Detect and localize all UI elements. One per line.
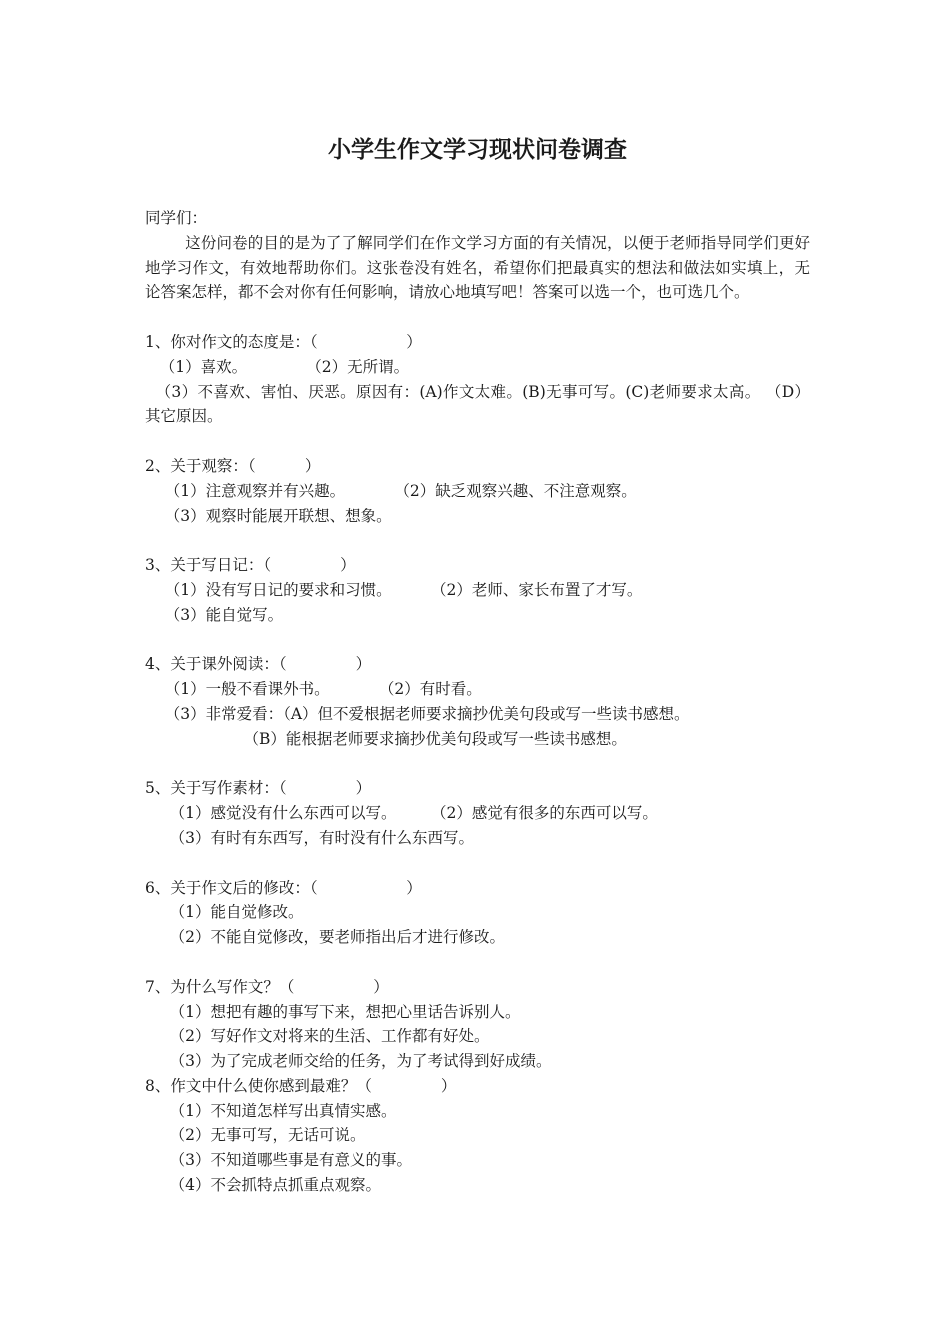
option-line: （1）注意观察并有兴趣。 （2）缺乏观察兴趣、不注意观察。 bbox=[145, 481, 637, 500]
option-line: （3）能自觉写。 bbox=[145, 605, 284, 624]
option-line: （3）为了完成老师交给的任务，为了考试得到好成绩。 bbox=[145, 1052, 552, 1071]
option-line: （B）能根据老师要求摘抄优美句段或写一些读书感想。 bbox=[145, 729, 627, 748]
question-text: 6、关于作文后的修改：（ ） bbox=[145, 878, 422, 897]
option-line: （4）不会抓特点抓重点观察。 bbox=[145, 1176, 381, 1195]
question-5 bbox=[145, 776, 810, 850]
option-line: （2）无事可写，无话可说。 bbox=[145, 1126, 366, 1145]
option-line: （3）非常爱看：（A）但不爱根据老师要求摘抄优美句段或写一些读书感想。 bbox=[145, 704, 690, 723]
option-line: （1）能自觉修改。 bbox=[145, 903, 304, 922]
option-line: （1）不知道怎样写出真情实感。 bbox=[145, 1101, 397, 1120]
question-text: 5、关于写作素材：（ ） bbox=[145, 779, 372, 798]
option-line: （1）喜欢。 （2）无所谓。 bbox=[145, 357, 410, 376]
question-7 bbox=[145, 975, 810, 1074]
question-6 bbox=[145, 876, 810, 950]
option-line: （1）感觉没有什么东西可以写。 （2）感觉有很多的东西可以写。 bbox=[145, 804, 658, 823]
intro-paragraph: 这份问卷的目的是为了了解同学们在作文学习方面的有关情况，以便于老师指导同学们更好地学习作文，有效地帮助你们。这张卷没有姓名，希望你们把最真实的想法和做法如实填上，无论答案怎样，都不会对你有任何影响，请放心地填写吧！答案可以选一个，也可选几个。 bbox=[145, 233, 810, 302]
question-text: 1、你对作文的态度是：（ ） bbox=[145, 332, 422, 351]
option-line: （3）不喜欢、害怕、厌恶。原因有：(A)作文太难。(B)无事可写。(C)老师要求太高。 （D）其它原因。 bbox=[145, 382, 810, 426]
question-3 bbox=[145, 553, 810, 627]
option-line: （1）想把有趣的事写下来，想把心里话告诉别人。 bbox=[145, 1002, 521, 1021]
option-line: （3）不知道哪些事是有意义的事。 bbox=[145, 1151, 412, 1170]
option-line: （3）有时有东西写，有时没有什么东西写。 bbox=[145, 828, 474, 847]
document-title: 小学生作文学习现状问卷调查 bbox=[328, 137, 627, 163]
question-1 bbox=[145, 330, 810, 429]
option-line: （1）一般不看课外书。 （2）有时看。 bbox=[145, 680, 482, 699]
question-4 bbox=[145, 652, 810, 751]
option-line: （3）观察时能展开联想、想象。 bbox=[145, 506, 392, 525]
question-text: 8、作文中什么使你感到最难？（ ） bbox=[145, 1076, 457, 1095]
question-text: 2、关于观察：（ ） bbox=[145, 456, 321, 475]
question-2 bbox=[145, 454, 810, 528]
greeting: 同学们： bbox=[145, 209, 208, 227]
question-text: 3、关于写日记：（ ） bbox=[145, 556, 356, 575]
option-line: （1）没有写日记的要求和习惯。 （2）老师、家长布置了才写。 bbox=[145, 580, 643, 599]
document-page bbox=[145, 130, 810, 1198]
question-text: 4、关于课外阅读：（ ） bbox=[145, 655, 372, 674]
option-line: （2）不能自觉修改，要老师指出后才进行修改。 bbox=[145, 928, 505, 947]
question-8 bbox=[145, 1074, 810, 1198]
option-line: （2）写好作文对将来的生活、工作都有好处。 bbox=[145, 1027, 490, 1046]
question-text: 7、为什么写作文？（ ） bbox=[145, 977, 389, 996]
